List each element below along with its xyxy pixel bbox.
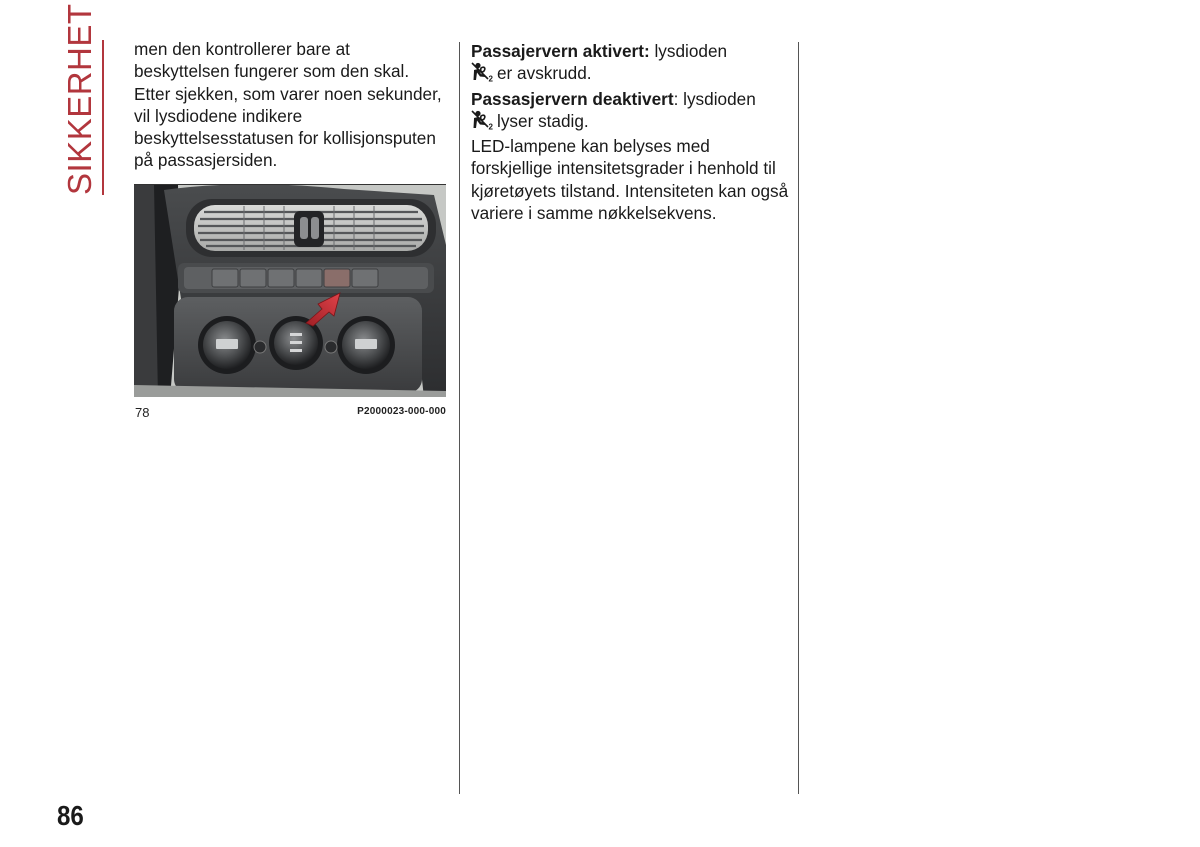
section-bar xyxy=(102,40,104,195)
body-paragraph: men den kontrollerer bare at beskyttelsen fungerer som den skal. Etter sjekken, som varer noen sekunder, vil lysdiodene indikere beskyttelsesstatusen for kollisjonsputen på passasjersiden. xyxy=(134,39,442,171)
svg-text:2: 2 xyxy=(488,122,493,130)
passenger-airbag-off-icon xyxy=(471,110,495,130)
column-rule-left xyxy=(459,42,460,794)
column-rule-right xyxy=(798,42,799,794)
status-activated-text1: lysdioden xyxy=(649,41,728,61)
status-activated-text2: er avskrudd. xyxy=(497,63,592,84)
section-tab xyxy=(58,3,108,195)
status-deactivated-text2: lyser stadig. xyxy=(497,110,589,131)
column-left xyxy=(134,38,450,172)
column-right xyxy=(471,40,791,227)
figure-dashboard-photo xyxy=(134,184,446,397)
figure-number: 78 xyxy=(135,405,150,420)
status-deactivated-text1: : lysdioden xyxy=(673,88,756,109)
section-label: SIKKERHET xyxy=(61,3,98,195)
status-activated-label: Passajervern aktivert: xyxy=(471,41,650,61)
passenger-airbag-off-icon xyxy=(471,62,495,82)
svg-text:2: 2 xyxy=(488,74,493,83)
status-deactivated-label: Passasjervern deaktivert xyxy=(471,88,674,109)
page-number: 86 xyxy=(57,800,84,831)
figure-caption xyxy=(134,405,446,421)
figure-code: P2000023-000-000 xyxy=(357,406,446,417)
body-paragraph-led: LED-lampene kan belyses med forskjellige intensitetsgrader i henhold til kjøretøyets tilstand. Intensiteten kan også variere i samme nøkkelsekvens. xyxy=(471,136,789,224)
status-deactivated xyxy=(471,88,791,133)
status-activated xyxy=(471,40,791,85)
